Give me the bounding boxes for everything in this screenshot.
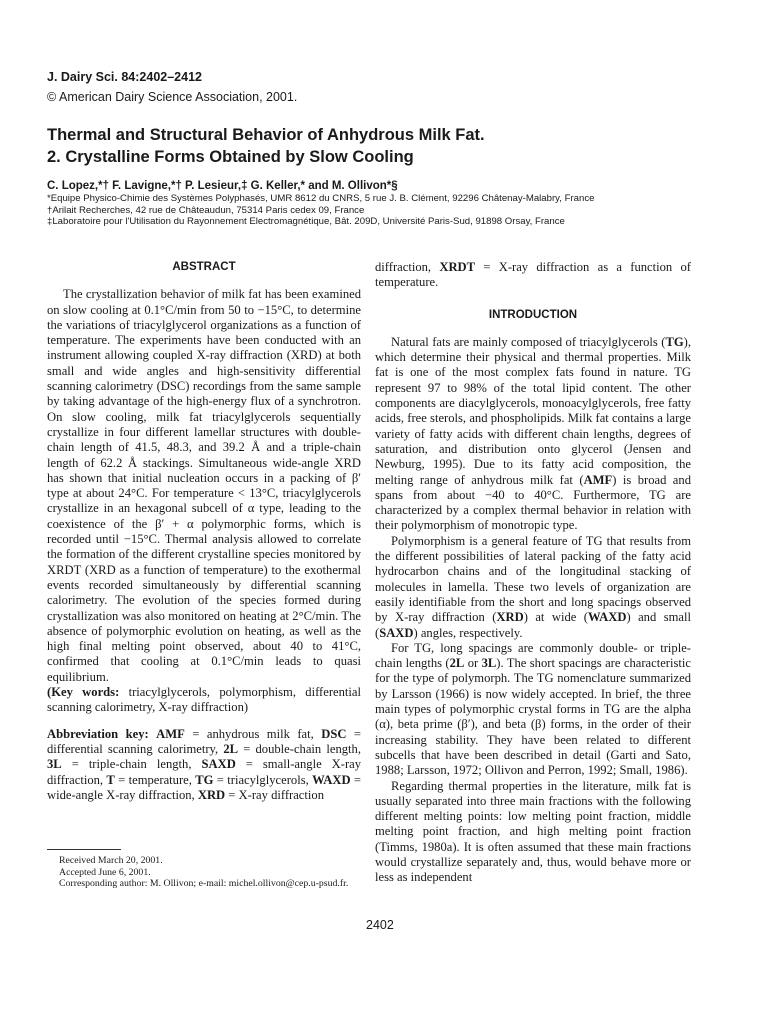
accepted-date: Accepted June 6, 2001. <box>59 866 151 878</box>
affiliation-1: *Equipe Physico-Chimie des Systèmes Polyphasés, UMR 8612 du CNRS, 5 rue J. B. Clément, 92296 Châtenay-Malabry, France <box>47 193 595 204</box>
affiliation-2: †Arilait Recherches, 42 rue de Châteaudun, 75314 Paris cedex 09, France <box>47 205 365 216</box>
abbr-term: XRD <box>197 787 226 802</box>
intro-paragraph-3: For TG, long spacings are commonly double- or triple-chain lengths (2L or 3L). The short spacings are characteristic for the type of polymorph. The TG nomenclature summarized by Larsson (1966) is now widely accepted. In brief, the three main types of polymorphic crystal forms in TG are the alpha (α), beta prime (β′), and beta (β) forms, in the order of their increasing stability. They have been related to different subcells that have been described in detail (Garti and Sato, 1988; Larsson, 1972; Ollivon and Perron, 1992; Small, 1986). <box>375 640 691 778</box>
abbr-def: triple-chain length <box>88 757 189 772</box>
abstract-text: The crystallization behavior of milk fat has been examined on slow cooling at 0.1°C/min from 50 to −15°C, to determine the variations of triacylglycerol organizations as a function of temperature. The experiments have been conducted with an instrument allowing coupled X-ray diffraction (XRD) at both small and wide angles and high-sensitivity differential scanning calorimetry (DSC) recordings from the same sample by taking advantage of the high-energy flux of a synchrotron. On slow cooling, milk fat triacylglycerols sequentially crystallize in four different lamellar structures with double-chain length of 41.5, 48.3, and 39.2 Å and a triple-chain length of 62.2 Å stackings. Simultaneous wide-angle XRD has shown that initial nucleation occurs in a packing of β′ type at about 24°C. For temperature < 13°C, triacylglycerols crystallize in an hexagonal subcell of α type, leading to the coexistence of the β′ + α polymorphic forms, which is recorded until −15°C. Thermal analysis allowed to correlate the formation of the different crystalline species monitored by XRDT (XRD as a function of temperature) to the exothermal events recorded simultaneously by differential scanning calorimetry. The evolution of the species formed during crystallization was also monitored on heating at 2°C/min. The absence of polymorphic evolution on heating, as well as the high final melting point observed, about 40 to 41°C, confirmed that cooling at 0.1°C/min leads to quasi equilibrium. <box>47 287 361 684</box>
abbr-term: 2L <box>223 741 239 756</box>
footnotes <box>47 855 361 890</box>
right-column <box>375 260 691 886</box>
page-number: 2402 <box>366 918 394 932</box>
title-line-2: 2. Crystalline Forms Obtained by Slow Cooling <box>47 148 414 166</box>
abbr-term: DSC <box>321 726 347 741</box>
intro-paragraph-1: Natural fats are mainly composed of triacylglycerols (TG), which determine their physical and thermal properties. Milk fat is one of the most complex fats found in nature. TG represent 97 to 98% of the total lipid content. The other components are diacylglycerols, monoacylglycerols, free fatty acids, free sterols, and phospholipids. Milk fat contains a large variety of fatty acids with different chain lengths, degrees of saturation, and distribution onto glycerol (Jensen and Newburg, 1995). Due to its fatty acid composition, the melting range of anhydrous milk fat (AMF) is broad and spans from about −40 to 40°C. Furthermore, TG are characterized by a complex thermal behavior in relation with their polymorphism of monotropic type. <box>375 334 691 533</box>
abbr-term: XRDT <box>439 260 476 274</box>
abbr-term: WAXD <box>312 772 351 787</box>
abbr-term: SAXD <box>201 757 236 772</box>
affiliation-3: ‡Laboratoire pour l'Utilisation du Rayonnement Electromagnétique, Bât. 209D, Université Paris-Sud, 91898 Orsay, France <box>47 216 565 227</box>
abbreviation-key: Abbreviation key: AMF = anhydrous milk fat, DSC = differential scanning calorimetry, 2L = double-chain length, 3L = triple-chain length, SAXD = small-angle X-ray diffraction, T = temperature, TG = triacylglycerols, WAXD = wide-angle X-ray diffraction, XRD = X-ray diffraction <box>47 726 362 802</box>
abbreviation-key-continued: diffraction, XRDT = X-ray diffraction as a function of temperature. <box>375 260 691 290</box>
keywords <box>47 685 361 716</box>
abbr-def: anhydrous milk fat <box>206 726 311 741</box>
abbr-term: T <box>106 772 115 787</box>
abbr-term: TG <box>195 772 214 787</box>
title-line-1: Thermal and Structural Behavior of Anhydrous Milk Fat. <box>47 126 485 144</box>
abbr-def: differential scanning calorimetry <box>47 741 216 756</box>
footnote-rule <box>47 849 121 850</box>
abbr-def: double-chain length <box>255 741 358 756</box>
journal-citation: J. Dairy Sci. 84:2402–2412 <box>47 70 202 84</box>
abbr-term: AMF <box>156 726 185 741</box>
abstract-heading: ABSTRACT <box>172 261 236 273</box>
abbr-def: temperature <box>128 772 189 787</box>
keywords-text: triacylglycerols, polymorphism, differential scanning calorimetry, X-ray diffraction) <box>47 685 361 715</box>
introduction-heading: INTRODUCTION <box>488 308 578 321</box>
abbr-def: X-ray diffraction <box>238 787 324 802</box>
abbr-term: 3L <box>47 757 62 772</box>
abbr-def: X-ray diffraction as a function of temperature. <box>375 260 691 290</box>
abbr-def: small-angle X-ray diffraction <box>47 757 362 787</box>
intro-paragraph-2: Polymorphism is a general feature of TG that results from the different possibilities of lateral packing of the fatty acid hydrocarbon chains and of the longitudinal stacking of molecules in lamella. These two levels of organization are easily identifiable from the short and long spacings observed by X-ray diffraction (XRD) at wide (WAXD) and small (SAXD) angles, respectively. <box>375 533 691 640</box>
intro-paragraph-4: Regarding thermal properties in the literature, milk fat is usually separated into three main fractions with the following different melting points: low melting point fraction, middle melting point fraction, and high melting point fraction (Timms, 1980a). It is often assumed that these main fractions would crystallize separately and, thus, would behave more or less as independent <box>375 778 691 885</box>
abbr-def: triacylglycerols <box>227 772 306 787</box>
article-title <box>47 124 727 168</box>
abbreviation-label: Abbreviation key: <box>47 726 149 741</box>
left-column <box>47 260 361 803</box>
copyright-line: © American Dairy Science Association, 2001. <box>47 90 298 104</box>
author-list: C. Lopez,*† F. Lavigne,*† P. Lesieur,‡ G. Keller,* and M. Ollivon*§ <box>47 180 398 192</box>
abbr-def: wide-angle X-ray diffraction <box>47 787 192 802</box>
corresponding-author: Corresponding author: M. Ollivon; e-mail: michel.ollivon@cep.u-psud.fr. <box>59 878 349 890</box>
received-date: Received March 20, 2001. <box>59 855 163 866</box>
keywords-label: (Key words: <box>47 685 120 700</box>
